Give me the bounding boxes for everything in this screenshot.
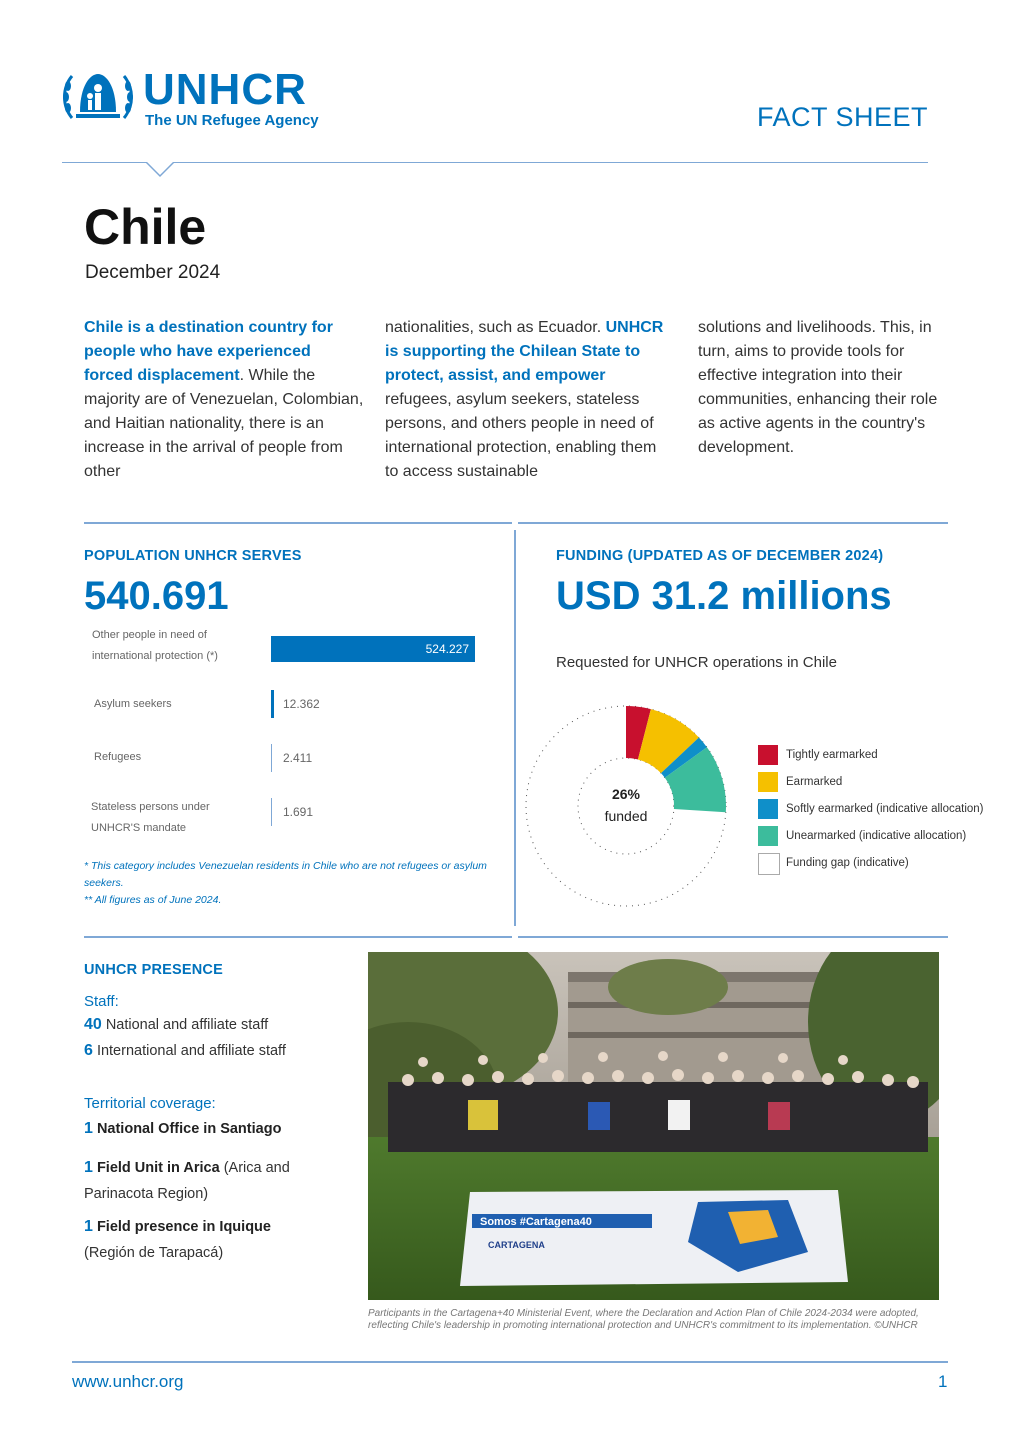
population-bar-value: 2.411 — [283, 751, 313, 765]
intro-col2-start: nationalities, such as Ecuador. — [385, 319, 606, 336]
intro-column-3 — [698, 316, 948, 460]
population-footnote-2: ** All figures as of June 2024. — [84, 894, 222, 906]
office-arica-count: 1 — [84, 1159, 93, 1176]
population-footnote-1: * This category includes Venezuelan residents in Chile who are not refugees or asylum seekers. — [84, 860, 487, 889]
office-arica — [84, 1155, 314, 1207]
population-total: 540.691 — [84, 574, 229, 618]
photo-banner-brand: CARTAGENA — [488, 1240, 545, 1250]
unhcr-emblem-icon — [60, 66, 136, 128]
presence-heading: UNHCR PRESENCE — [84, 962, 223, 978]
legend-label: Funding gap (indicative) — [786, 857, 909, 869]
bar-label-asylum: Asylum seekers — [94, 698, 172, 710]
population-bar — [271, 798, 272, 826]
office-santiago-count: 1 — [84, 1120, 93, 1137]
office-santiago — [84, 1116, 354, 1142]
funding-subtitle: Requested for UNHCR operations in Chile — [556, 654, 837, 671]
footer-rule — [72, 1361, 948, 1363]
funding-top-rule — [518, 522, 948, 524]
population-bottom-rule — [84, 936, 512, 938]
population-bar — [271, 690, 274, 718]
legend-swatch — [758, 772, 778, 792]
office-arica-name: Field Unit in Arica — [96, 1160, 220, 1176]
intro-col1-highlight: Chile is a destination country for people who have experienced forced displacement — [84, 319, 333, 384]
footer-website-link[interactable]: www.unhcr.org — [72, 1372, 184, 1391]
population-top-rule — [84, 522, 512, 524]
legend-label: Unearmarked (indicative allocation) — [786, 830, 967, 842]
group-photo — [368, 952, 939, 1300]
funding-bottom-rule — [518, 936, 948, 938]
staff-national-count: 40 — [84, 1016, 102, 1033]
photo-caption: Participants in the Cartagena+40 Ministerial Event, where the Declaration and Action Plan of Chile 2024-2034 were adopted, reflecting Chile's leadership in promoting international protection and UNHCR's commitment to its implementation. ©UNHCR — [368, 1308, 919, 1331]
legend-label: Softly earmarked (indicative allocation) — [786, 803, 984, 815]
funding-total: USD 31.2 millions — [556, 574, 892, 618]
intro-col3-text: solutions and livelihoods. This, in turn, aims to provide tools for effective integration into their communities, enhancing their role as active agents in the country's development. — [698, 319, 938, 456]
staff-international — [84, 1038, 354, 1064]
office-iquique-count: 1 — [84, 1218, 93, 1235]
document-type: FACT SHEET — [756, 102, 928, 132]
office-santiago-name: National Office in Santiago — [96, 1121, 282, 1137]
population-bar-value: 1.691 — [283, 805, 314, 819]
header-divider — [62, 162, 928, 163]
legend-swatch — [758, 853, 780, 875]
legend-label: Tightly earmarked — [786, 749, 878, 761]
header-divider-notch — [146, 162, 174, 180]
page-number: 1 — [938, 1372, 948, 1391]
office-iquique-name: Field presence in Iquique — [96, 1219, 271, 1235]
report-date: December 2024 — [85, 262, 221, 283]
staff-international-text: International and affiliate staff — [96, 1043, 286, 1059]
office-iquique-detail: (Región de Tarapacá) — [84, 1245, 224, 1261]
legend-label: Earmarked — [786, 776, 843, 788]
intro-col2-highlight: UNHCR is supporting the Chilean State to protect, assist, and empower — [385, 319, 664, 384]
legend-swatch — [758, 799, 778, 819]
legend-swatch — [758, 826, 778, 846]
population-heading: POPULATION UNHCR SERVES — [84, 548, 302, 564]
intro-column-1 — [84, 316, 364, 484]
bar-label-others: Other people in need of international protection (*) — [92, 629, 218, 662]
intro-column-2 — [385, 316, 665, 484]
intro-col1-text: . While the majority are of Venezuelan, Colombian, and Haitian nationality, there is an increase in the arrival of people from other — [84, 367, 364, 480]
page-title: Chile — [84, 199, 207, 255]
legend-swatch — [758, 745, 778, 765]
bar-label-refugees: Refugees — [94, 751, 142, 763]
coverage-label: Territorial coverage: — [84, 1095, 216, 1112]
staff-national-text: National and affiliate staff — [105, 1017, 269, 1033]
bar-label-stateless: Stateless persons under UNHCR'S mandate — [91, 801, 210, 834]
population-bar — [271, 744, 272, 772]
population-bar-value: 12.362 — [283, 697, 320, 711]
staff-international-count: 6 — [84, 1042, 93, 1059]
staff-national — [84, 1012, 354, 1038]
intro-col2-text: refugees, asylum seekers, stateless persons, and others people in need of international protection, enabling them to access sustainable — [385, 391, 657, 480]
donut-center-percent: 26% — [611, 786, 641, 802]
section-vertical-divider — [514, 530, 516, 926]
donut-inner-ring — [578, 758, 674, 854]
funding-heading: FUNDING (UPDATED AS OF DECEMBER 2024) — [556, 548, 884, 564]
staff-label: Staff: — [84, 993, 119, 1010]
logo-subtitle: The UN Refugee Agency — [145, 112, 319, 129]
office-arica-detail: (Arica and Parinacota Region) — [84, 1160, 290, 1202]
office-iquique — [84, 1214, 294, 1266]
photo-banner-text: Somos #Cartagena40 — [480, 1216, 592, 1228]
funding-donut-chart — [520, 700, 732, 912]
logo-wordmark: UNHCR — [143, 65, 307, 114]
population-bar-value: 524.227 — [425, 642, 469, 656]
donut-center-label: funded — [604, 808, 648, 824]
